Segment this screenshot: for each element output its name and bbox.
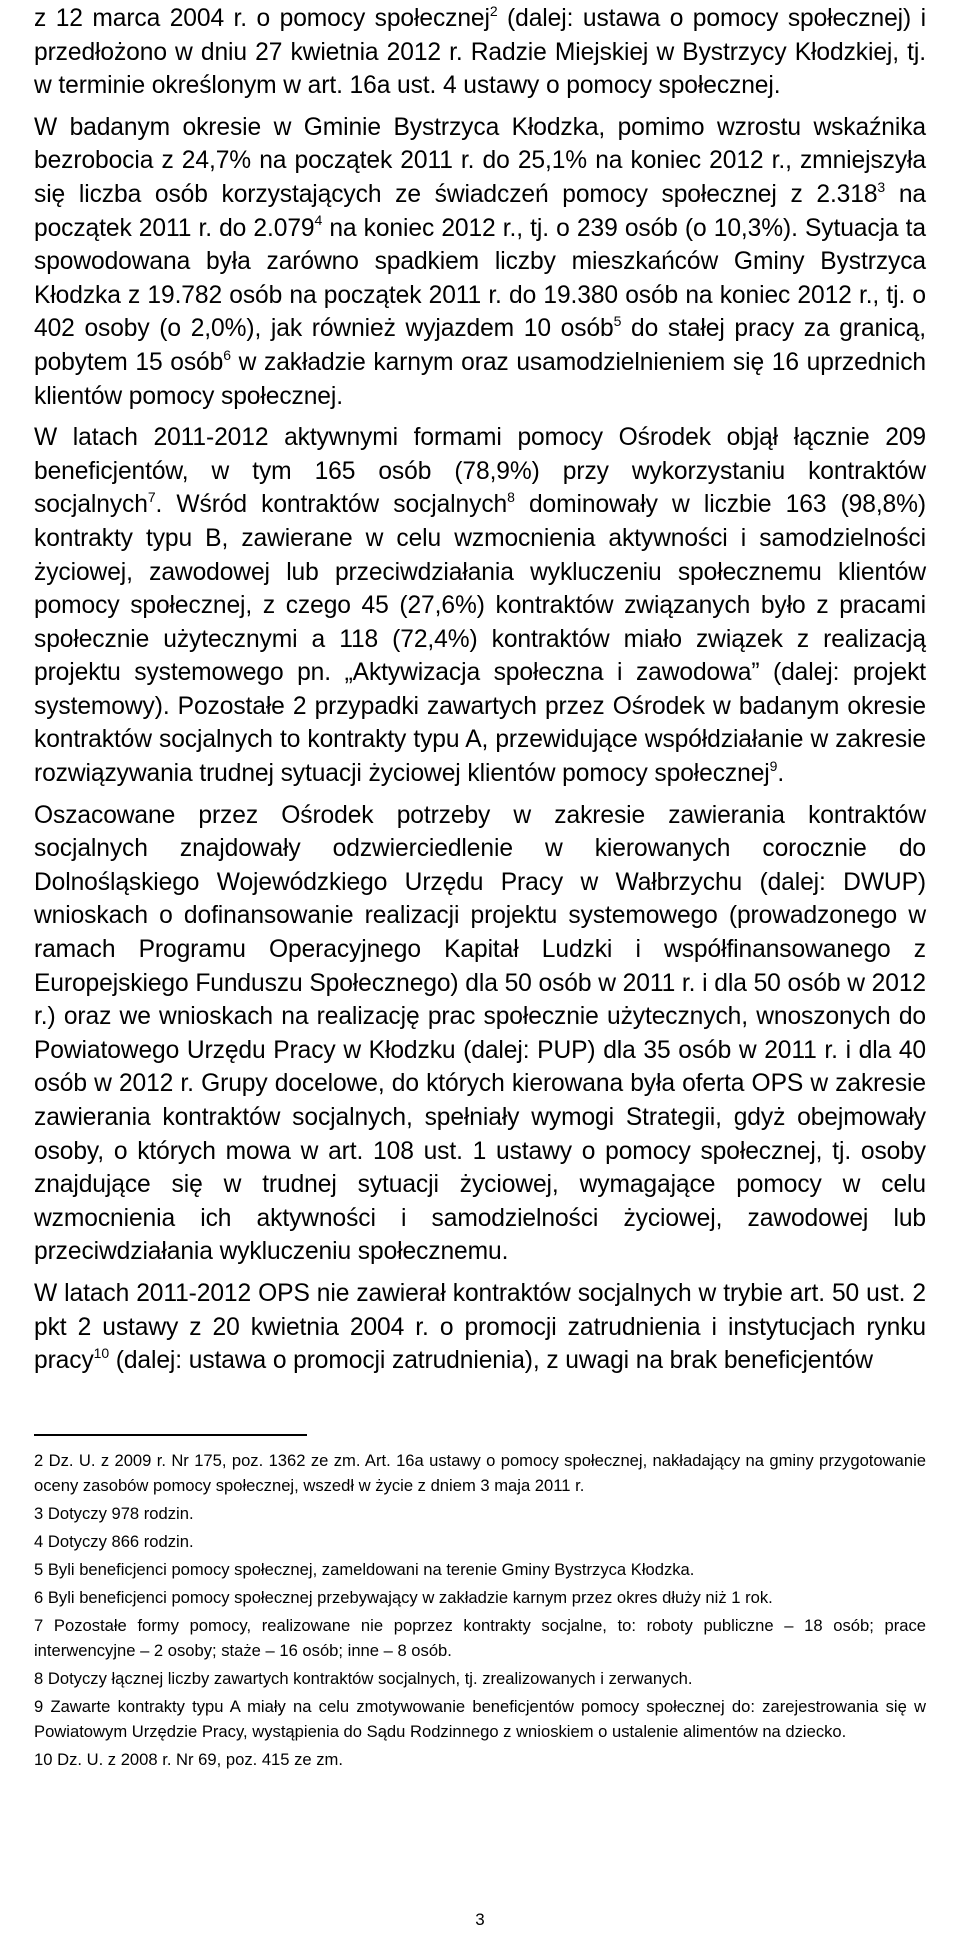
text-run: W latach 2011-2012 OPS nie zawierał kontraktów socjalnych w trybie art. 50 ust. 2 pkt 2 ustawy z 20 kwietnia 2004 r. o promocji zatrudnienia i instytucjach rynku pracy bbox=[34, 1279, 926, 1375]
text-run: W badanym okresie w Gminie Bystrzyca Kłodzka, pomimo wzrostu wskaźnika bezrobocia z 24,7% na początek 2011 r. do 25,1% na koniec 2012 r., zmniejszyła się liczba osób korzystających ze świadczeń pomocy społecznej z 2.318 bbox=[34, 113, 926, 208]
footnote-text: Byli beneficjenci pomocy społecznej, zameldowani na terenie Gminy Bystrzyca Kłodzka. bbox=[47, 1559, 695, 1579]
text-run: z 12 marca 2004 r. o pomocy społecznej bbox=[34, 5, 490, 32]
footnote-ref-4[interactable]: 4 bbox=[314, 212, 323, 229]
footnote-ref-6[interactable]: 6 bbox=[223, 346, 231, 363]
footnote-ref-7[interactable]: 7 bbox=[147, 489, 156, 506]
footnote-number: 6 bbox=[34, 1587, 44, 1607]
footnote-number: 8 bbox=[34, 1668, 44, 1688]
text-run: (dalej: ustawa o pomocy społecznej) i przedłożono w dniu 27 kwietnia 2012 r. Radzie Miejskiej w Bystrzycy Kłodzkiej, tj. w terminie określonym w art. 16a ust. 4 ustawy o pomocy społecznej. bbox=[34, 5, 926, 100]
paragraph-2 bbox=[34, 111, 926, 413]
text-run: na koniec 2012 r., tj. o 239 osób (o 10,3%). Sytuacja ta spowodowana była zarówno spadkiem liczby mieszkańców Gminy Bystrzyca Kłodzka z 19.782 osób na początek 2011 r. do 19.380 osób na koniec 2012 r., tj. o 402 osoby (o 2,0%), jak również wyjazdem 10 osób bbox=[34, 214, 926, 343]
footnote-6 bbox=[34, 1585, 926, 1610]
footnote-number: 10 bbox=[34, 1749, 53, 1769]
text-run: na początek 2011 r. do 2.079 bbox=[34, 180, 926, 242]
footnote-8 bbox=[34, 1666, 926, 1691]
footnote-ref-8[interactable]: 8 bbox=[507, 489, 515, 506]
footnote-number: 2 bbox=[34, 1450, 44, 1470]
footnote-separator bbox=[34, 1434, 307, 1436]
paragraph-5 bbox=[34, 1277, 926, 1378]
text-run: W latach 2011-2012 aktywnymi formami pomocy Ośrodek objął łącznie 209 beneficjentów, w tym 165 osób (78,9%) przy wykorzystaniu kontraktów socjalnych bbox=[34, 424, 926, 519]
footnote-7 bbox=[34, 1613, 926, 1663]
text-run: (dalej: ustawa o promocji zatrudnienia), z uwagi na brak beneficjentów bbox=[109, 1347, 873, 1375]
page-number: 3 bbox=[475, 1910, 485, 1929]
text-run: Oszacowane przez Ośrodek potrzeby w zakresie zawierania kontraktów socjalnych znajdowały odzwierciedlenie w kierowanych corocznie do Dolnośląskiego Wojewódzkiego Urzędu Pracy w Wałbrzychu (dalej: DWUP) wnioskach o dofinansowanie realizacji projektu systemowego (prowadzonego w ramach Programu Operacyjnego Kapitał Ludzki i współfinansowanego z Europejskiego Funduszu Społecznego) dla 50 osób w 2011 r. i dla 50 osób w 2012 r.) oraz we wnioskach na realizację prac społecznie użytecznych, wnoszonych do Powiatowego Urzędu Pracy w Kłodzku (dalej: PUP) dla 35 osób w 2011 r. i dla 40 osób w 2012 r. Grupy docelowe, do których kierowana była oferta OPS w zakresie zawierania kontraktów socjalnych, spełniały wymogi Strategii, gdyż obejmowały osoby, o których mowa w art. 108 ust. 1 ustawy o pomocy społecznej, tj. osoby znajdujące się w trudnej sytuacji życiowej, wymagające pomocy w celu wzmocnienia ich aktywności i samodzielności życiowej, zawodowej lub przeciwdziałania wykluczeniu społecznemu. bbox=[34, 801, 926, 1266]
footnote-text: Dz. U. z 2009 r. Nr 175, poz. 1362 ze zm. Art. 16a ustawy o pomocy społecznej, nakładający na gminy przygotowanie oceny zasobów pomocy społecznej, wszedł w życie z dniem 3 maja 2011 r. bbox=[34, 1450, 926, 1495]
footnote-number: 4 bbox=[34, 1531, 44, 1551]
footnote-text: Pozostałe formy pomocy, realizowane nie poprzez kontrakty socjalne, to: roboty publiczne – 18 osób; prace interwencyjne – 2 osoby; staże – 16 osób; inne – 8 osób. bbox=[34, 1615, 926, 1660]
footnote-text: Dotyczy łącznej liczby zawartych kontraktów socjalnych, tj. zrealizowanych i zerwanych. bbox=[47, 1668, 693, 1688]
text-run: dominowały w liczbie 163 (98,8%) kontrakty typu B, zawierane w celu wzmocnienia aktywności i samodzielności życiowej, zawodowej lub przeciwdziałania wykluczeniu społecznemu klientów pomocy społecznej, z czego 45 (27,6%) kontraktów związanych było z pracami społecznie użytecznymi a 118 (72,4%) kontraktów miało związek z realizacją projektu systemowego pn. „Aktywizacja społeczna i zawodowa” (dalej: projekt systemowy). Pozostałe 2 przypadki zawartych przez Ośrodek w badanym okresie kontraktów socjalnych to kontrakty typu A, przewidujące współdziałanie w zakresie rozwiązywania trudnej sytuacji życiowej klientów pomocy społecznej bbox=[34, 491, 926, 788]
footnote-ref-9[interactable]: 9 bbox=[769, 757, 778, 774]
paragraph-1 bbox=[34, 2, 926, 103]
text-run: . Wśród kontraktów socjalnych bbox=[155, 491, 508, 519]
footnote-number: 7 bbox=[34, 1615, 44, 1635]
paragraph-4 bbox=[34, 799, 926, 1269]
footnote-ref-10[interactable]: 10 bbox=[93, 1344, 110, 1361]
footnote-text: Zawarte kontrakty typu A miały na celu zmotywowanie beneficjentów pomocy społecznej do: zarejestrowania się w Powiatowym Urzędzie Pracy, wystąpienia do Sądu Rodzinnego z wnioskiem o ustalenie alimentów na dziecko. bbox=[34, 1696, 926, 1741]
text-run: w zakładzie karnym oraz usamodzielnieniem się 16 uprzednich klientów pomocy społecznej. bbox=[34, 348, 926, 410]
footnote-ref-5[interactable]: 5 bbox=[613, 313, 622, 330]
footnote-3 bbox=[34, 1501, 926, 1526]
footnote-number: 3 bbox=[34, 1503, 44, 1523]
paragraph-3 bbox=[34, 421, 926, 791]
footnote-text: Byli beneficjenci pomocy społecznej przebywający w zakładzie karnym przez okres dłuży niż 1 rok. bbox=[47, 1587, 773, 1607]
footnote-text: Dotyczy 978 rodzin. bbox=[47, 1503, 194, 1523]
footnote-10 bbox=[34, 1747, 926, 1772]
footnote-ref-2[interactable]: 2 bbox=[489, 2, 498, 19]
footnote-text: Dz. U. z 2008 r. Nr 69, poz. 415 ze zm. bbox=[57, 1749, 343, 1769]
text-run: do stałej pracy za granicą, pobytem 15 osób bbox=[34, 315, 926, 376]
footnote-number: 9 bbox=[34, 1696, 44, 1716]
footnote-4 bbox=[34, 1529, 926, 1554]
footnote-ref-3[interactable]: 3 bbox=[877, 178, 886, 195]
main-text bbox=[34, 2, 926, 1378]
footnotes bbox=[34, 1448, 926, 1772]
text-run: . bbox=[777, 760, 785, 788]
footnote-5 bbox=[34, 1557, 926, 1582]
footnote-number: 5 bbox=[34, 1559, 44, 1579]
footnote-2 bbox=[34, 1448, 926, 1498]
footnote-9 bbox=[34, 1694, 926, 1744]
footnote-text: Dotyczy 866 rodzin. bbox=[47, 1531, 194, 1551]
